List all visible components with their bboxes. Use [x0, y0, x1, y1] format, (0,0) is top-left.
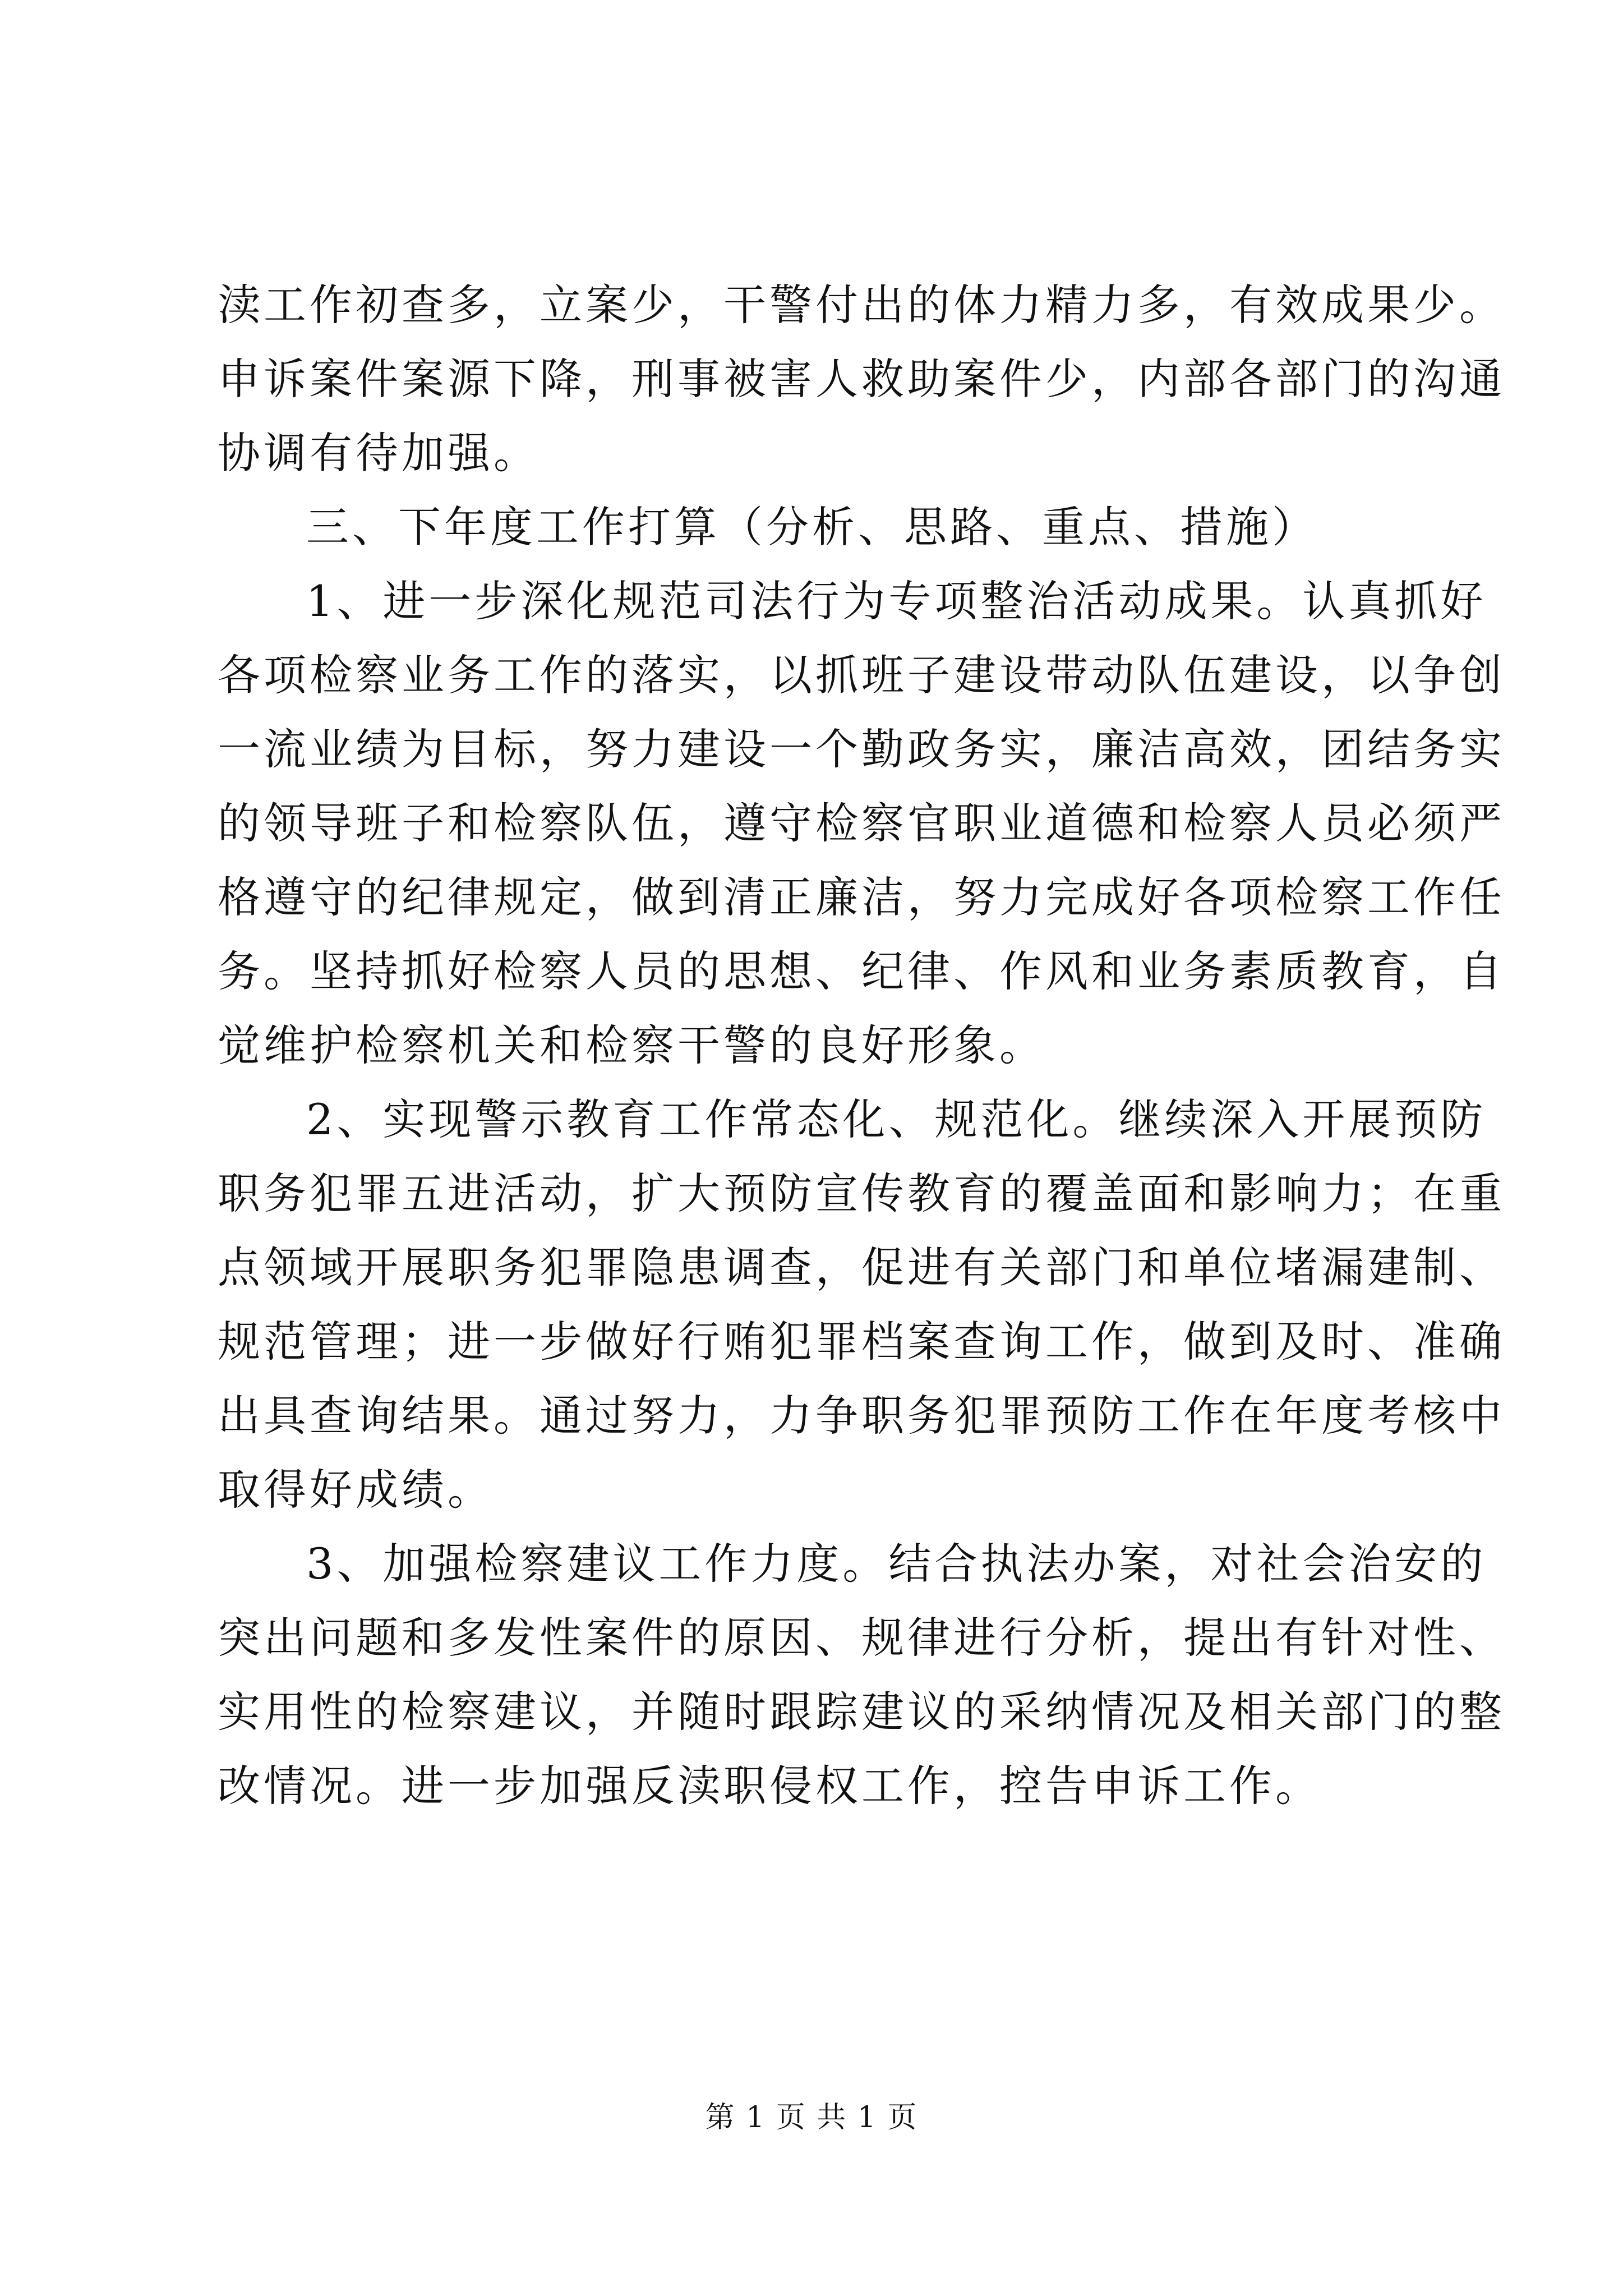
- body-text-line: 申诉案件案源下降，刑事被害人救助案件少，内部各部门的沟通: [218, 354, 1505, 404]
- body-text-line: 实用性的检察建议，并随时跟踪建议的采纳情况及相关部门的整: [218, 1687, 1505, 1737]
- body-text-line: 格遵守的纪律规定，做到清正廉洁，努力完成好各项检察工作任: [218, 872, 1505, 922]
- section-heading: 三、下年度工作打算（分析、思路、重点、措施）: [306, 502, 1318, 552]
- body-text-line: 突出问题和多发性案件的原因、规律进行分析，提出有针对性、: [218, 1613, 1505, 1663]
- body-text-line: 一流业绩为目标，努力建设一个勤政务实，廉洁高效，团结务实: [218, 724, 1505, 774]
- body-text-line: 出具查询结果。通过努力，力争职务犯罪预防工作在年度考核中: [218, 1391, 1505, 1441]
- body-text-line: 协调有待加强。: [218, 428, 540, 478]
- body-text-line: 的领导班子和检察队伍，遵守检察官职业道德和检察人员必须严: [218, 798, 1505, 848]
- body-text-line: 点领域开展职务犯罪隐患调查，促进有关部门和单位堵漏建制、: [218, 1243, 1505, 1292]
- page-number-footer: 第 1 页 共 1 页: [705, 2101, 918, 2134]
- body-text-line: 1、进一步深化规范司法行为专项整治活动成果。认真抓好: [306, 576, 1487, 626]
- body-text-line: 职务犯罪五进活动，扩大预防宣传教育的覆盖面和影响力；在重: [218, 1168, 1505, 1218]
- body-text-line: 渎工作初查多，立案少，干警付出的体力精力多，有效成果少。: [218, 280, 1505, 330]
- body-text-line: 觉维护检察机关和检察干警的良好形象。: [218, 1020, 1045, 1070]
- body-text-line: 3、加强检察建议工作力度。结合执法办案，对社会治安的: [306, 1539, 1487, 1589]
- body-text-line: 务。坚持抓好检察人员的思想、纪律、作风和业务素质教育，自: [218, 946, 1505, 996]
- body-text-line: 规范管理；进一步做好行贿犯罪档案查询工作，做到及时、准确: [218, 1317, 1505, 1366]
- body-text-line: 2、实现警示教育工作常态化、规范化。继续深入开展预防: [306, 1094, 1487, 1144]
- body-text-line: 各项检察业务工作的落实，以抓班子建设带动队伍建设，以争创: [218, 650, 1505, 700]
- body-text-line: 取得好成绩。: [218, 1465, 494, 1515]
- body-text-line: 改情况。进一步加强反渎职侵权工作，控告申诉工作。: [218, 1761, 1321, 1811]
